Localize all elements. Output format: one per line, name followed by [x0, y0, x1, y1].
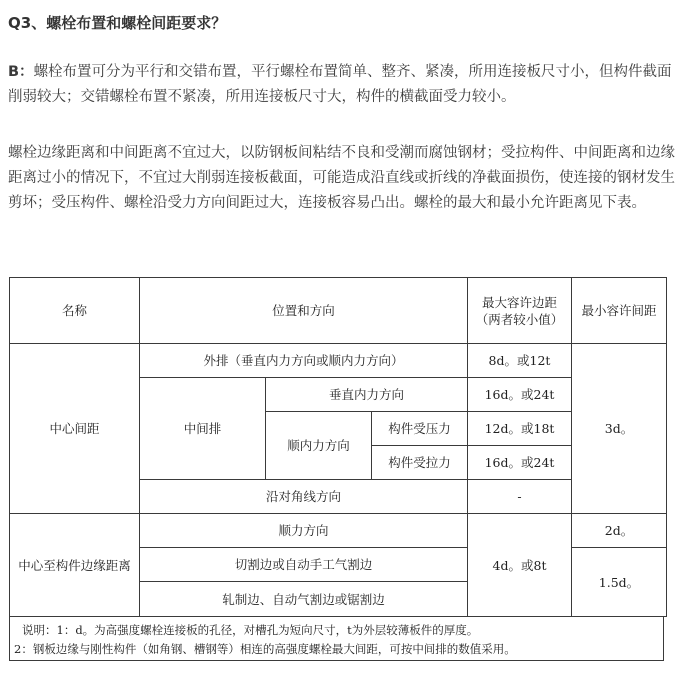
perp-direction-cell: 垂直内力方向 [266, 378, 468, 412]
edge-min-along: 2d。 [572, 514, 667, 548]
rolled-edge-cell: 轧制边、自动气割边或锯割边 [140, 582, 468, 617]
tension-max: 16d。或24t [468, 446, 572, 480]
answer-paragraph-2: 螺栓边缘距离和中间距离不宜过大，以防钢板间粘结不良和受潮而腐蚀钢材；受拉构件、中间距离和边缘距离过小的情况下，不宜过大削弱连接板截面，可能造成沿直线或折线的净截面损伤，使连接的钢材发生剪坏；受压构件、螺栓沿受力方向间距过大，连接板容易凸出。螺栓的最大和最小允许距离见下表。 [8, 145, 675, 211]
answer-lead: B： [8, 64, 34, 80]
cut-edge-cell: 切割边或自动手工气割边 [140, 548, 468, 582]
center-min: 3d。 [572, 344, 667, 514]
center-spacing-label: 中心间距 [10, 344, 140, 514]
outer-row-cell: 外排（垂直内力方向或顺内力方向） [140, 344, 468, 378]
table-header-row [10, 278, 667, 344]
footnote-line-1: 说明：1：d。为高强度螺栓连接板的孔径，对槽孔为短向尺寸，t为外层较薄板件的厚度。 [22, 623, 479, 637]
question-title: Q3、螺栓布置和螺栓间距要求？ [8, 14, 227, 32]
table-row [10, 344, 667, 378]
header-max [468, 278, 572, 344]
compression-cell: 构件受压力 [372, 412, 468, 446]
table-row [10, 514, 667, 548]
edge-min-other: 1.5d。 [572, 548, 667, 617]
edge-max: 4d。或8t [468, 514, 572, 617]
answer-paragraph-1 [8, 60, 684, 110]
outer-row-max: 8d。或12t [468, 344, 572, 378]
diagonal-max: - [468, 480, 572, 514]
middle-row-label: 中间排 [140, 378, 266, 480]
tension-cell: 构件受拉力 [372, 446, 468, 480]
footnote-line-2: 2：钢板边缘与刚性构件（如角钢、槽钢等）相连的高强度螺栓最大间距，可按中间排的数值采用。 [14, 642, 516, 656]
header-min: 最小容许间距 [572, 278, 667, 344]
bolt-spacing-table [9, 277, 667, 617]
edge-along-direction-cell: 顺力方向 [140, 514, 468, 548]
compression-max: 12d。或18t [468, 412, 572, 446]
header-position: 位置和方向 [140, 278, 468, 344]
answer-paragraph-1-text: 螺栓布置可分为平行和交错布置，平行螺栓布置简单、整齐、紧凑，所用连接板尺寸小，但构件截面削弱较大；交错螺栓布置不紧凑，所用连接板尺寸大，构件的横截面受力较小。 [8, 64, 672, 105]
header-max-line2: （两者较小值） [475, 311, 564, 327]
along-direction-cell: 顺内力方向 [266, 412, 372, 480]
perp-direction-max: 16d。或24t [468, 378, 572, 412]
diagonal-cell: 沿对角线方向 [140, 480, 468, 514]
header-name: 名称 [10, 278, 140, 344]
header-max-line1: 最大容许边距 [481, 294, 557, 310]
table-footnote [9, 617, 664, 661]
edge-distance-label: 中心至构件边缘距离 [10, 514, 140, 617]
